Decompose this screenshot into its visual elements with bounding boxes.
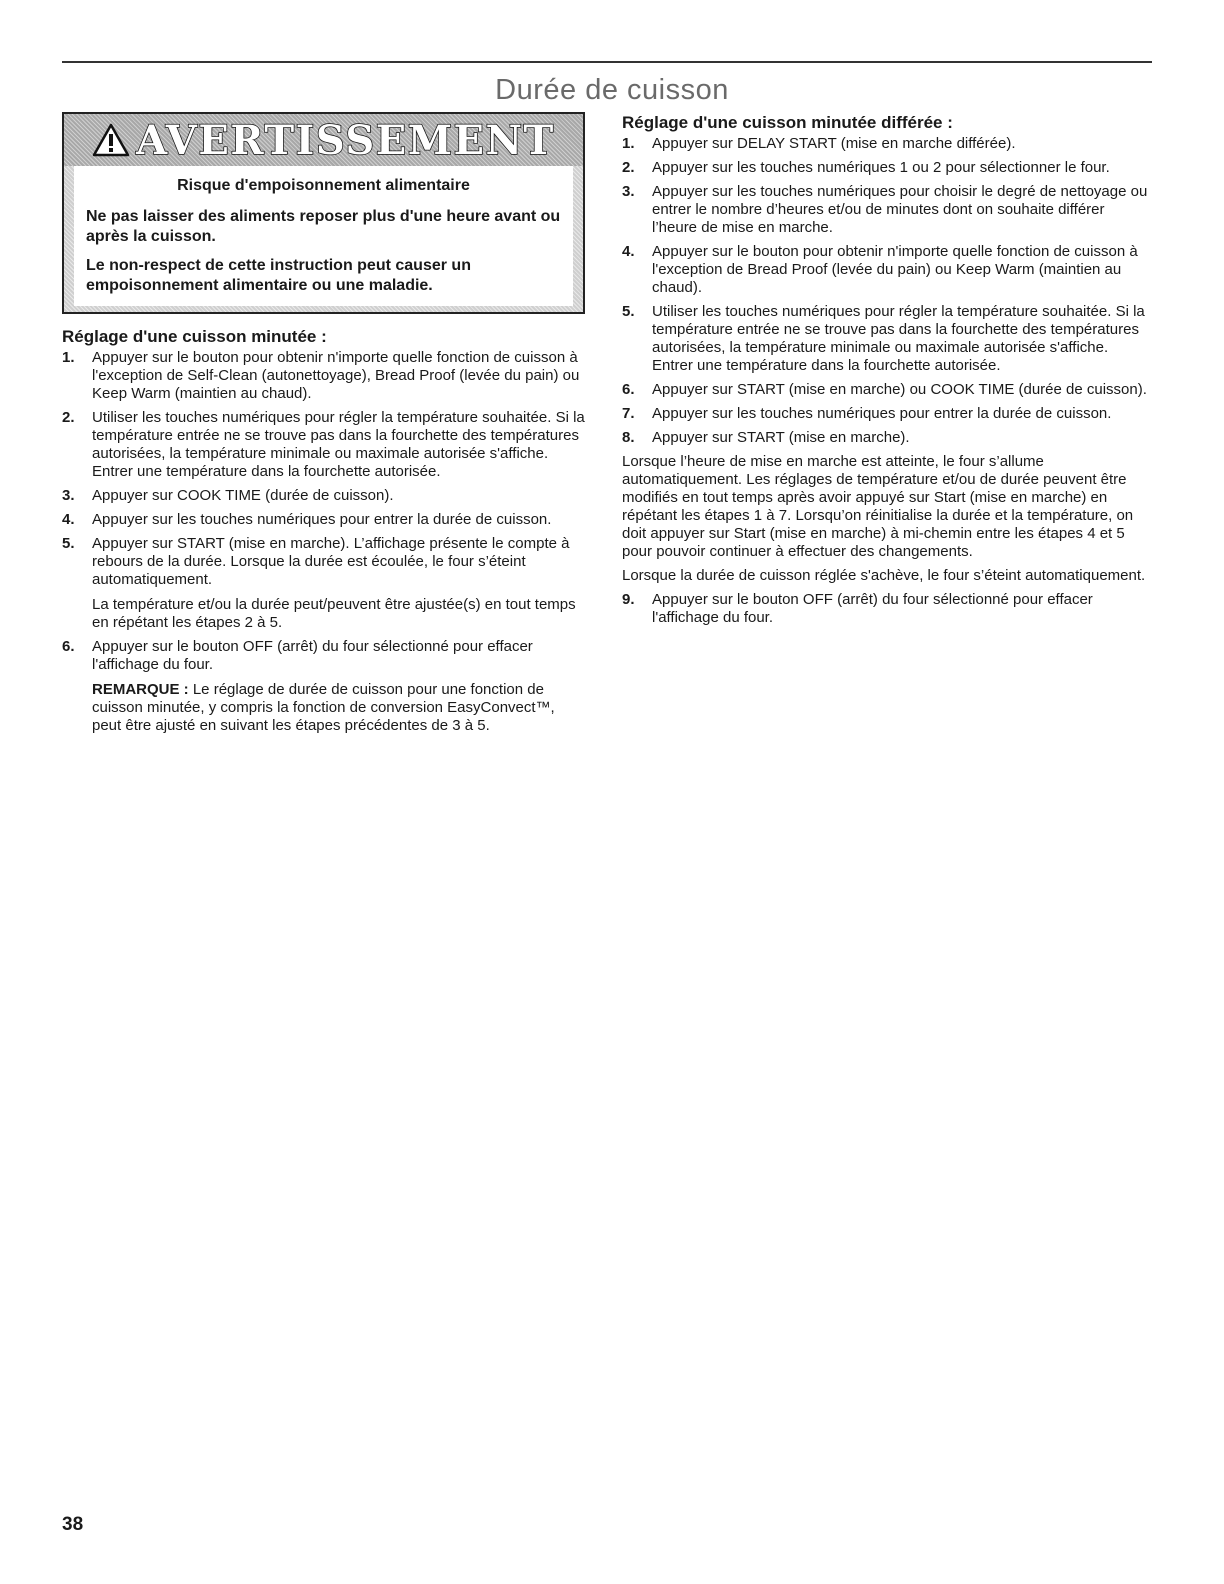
delayed-cook-steps [622,135,1152,447]
step-text: Appuyer sur START (mise en marche). [652,429,910,446]
step-number: 9. [622,591,635,608]
step-number: 1. [62,349,75,366]
list-item [622,159,1152,177]
list-item [622,591,1152,627]
warning-banner [64,114,583,166]
step-text: Appuyer sur le bouton pour obtenir n'importe quelle fonction de cuisson à l'exception de Bread Proof (levée du pain) ou Keep Warm (maintien au chaud). [652,243,1138,296]
step-number: 5. [62,535,75,552]
step-text: Appuyer sur les touches numériques pour entrer la durée de cuisson. [652,405,1112,422]
step-number: 2. [62,409,75,426]
right-column [622,112,1152,633]
step-text: Utiliser les touches numériques pour régler la température souhaitée. Si la température entrée ne se trouve pas dans la fourchette des températures autorisées, la température minimale ou maximale autorisée s'affiche. Entrer une température dans la fourchette autorisée. [652,303,1145,374]
step-number: 4. [62,511,75,528]
warning-risk-heading: Risque d'empoisonnement alimentaire [177,177,470,194]
warning-body [74,166,573,306]
step-text: Appuyer sur les touches numériques pour choisir le degré de nettoyage ou entrer le nombre d’heures et/ou de minutes dont on souhaite différer l’heure de mise en marche. [652,183,1148,236]
step-number: 6. [622,381,635,398]
warning-box [62,112,585,314]
list-item [622,183,1152,237]
warning-paragraph-2: Le non-respect de cette instruction peut causer un empoisonnement alimentaire ou une maladie. [86,257,471,294]
list-item [622,243,1152,297]
list-item [622,135,1152,153]
list-item [622,381,1152,399]
step-number: 5. [622,303,635,320]
list-item [622,429,1152,447]
step-number: 2. [622,159,635,176]
left-column [62,112,587,741]
warning-paragraph-1: Ne pas laisser des aliments reposer plus d'une heure avant ou après la cuisson. [86,208,561,245]
step-number: 3. [62,487,75,504]
step-text: Appuyer sur les touches numériques pour entrer la durée de cuisson. [92,511,552,528]
delayed-paragraph-2: Lorsque la durée de cuisson réglée s'achève, le four s’éteint automatiquement. [622,567,1146,584]
step-number: 3. [622,183,635,200]
step-text: Appuyer sur le bouton OFF (arrêt) du four sélectionné pour effacer l'affichage du four. [652,591,1093,626]
list-item [62,638,587,735]
step-text: Appuyer sur le bouton pour obtenir n'importe quelle fonction de cuisson à l'exception de Self-Clean (autonettoyage), Bread Proof (levée du pain) ou Keep Warm (maintien au chaud). [92,349,580,402]
step-text: Appuyer sur le bouton OFF (arrêt) du four sélectionné pour effacer l'affichage du four. [92,638,533,673]
step-number: 6. [62,638,75,655]
step-text: Appuyer sur START (mise en marche) ou COOK TIME (durée de cuisson). [652,381,1147,398]
step-text: Utiliser les touches numériques pour régler la température souhaitée. Si la température entrée ne se trouve pas dans la fourchette des températures autorisées, la température minimale ou maximale autorisée s'affiche. Entrer une température dans la fourchette autorisée. [92,409,585,480]
warning-title: AVERTISSEMENT [136,116,555,164]
step-number: 8. [622,429,635,446]
timed-cook-heading: Réglage d'une cuisson minutée : [62,327,327,346]
step-text: Appuyer sur les touches numériques 1 ou 2 pour sélectionner le four. [652,159,1110,176]
timed-cook-steps [62,349,587,735]
step-text: Appuyer sur COOK TIME (durée de cuisson). [92,487,394,504]
list-item [622,303,1152,375]
list-item [62,535,587,632]
delayed-cook-heading: Réglage d'une cuisson minutée différée : [622,113,953,132]
list-item [62,349,587,403]
step-number: 7. [622,405,635,422]
list-item [622,405,1152,423]
warning-triangle-icon [92,123,130,157]
note-paragraph [92,681,587,735]
note-label: REMARQUE : [92,681,189,698]
step-number: 1. [622,135,635,152]
list-item [62,409,587,481]
delayed-final-step [622,591,1152,627]
list-item [62,511,587,529]
step-text: Appuyer sur DELAY START (mise en marche différée). [652,135,1016,152]
note-text: Le réglage de durée de cuisson pour une fonction de cuisson minutée, y compris la fonction de conversion EasyConvect™, peut être ajusté en suivant les étapes précédentes de 3 à 5. [92,681,555,734]
page-number: 38 [62,1514,84,1535]
top-rule [62,61,1152,63]
page-title: Durée de cuisson [495,74,729,106]
step-sub-paragraph: La température et/ou la durée peut/peuvent être ajustée(s) en tout temps en répétant les étapes 2 à 5. [92,596,576,631]
delayed-paragraph-1: Lorsque l’heure de mise en marche est atteinte, le four s’allume automatiquement. Les réglages de température et/ou de durée peuvent être modifiés en tout temps après avoir appuyé sur Start (mise en marche) en répétant les étapes 1 à 7. Lorsqu’on réinitialise la durée et la température, on doit appuyer sur Start (mise en marche) à mi-chemin entre les étapes 4 et 5 pour pouvoir continuer à effectuer des changements. [622,453,1134,560]
step-number: 4. [622,243,635,260]
list-item [62,487,587,505]
step-text: Appuyer sur START (mise en marche). L’affichage présente le compte à rebours de la durée. Lorsque la durée est écoulée, le four s’éteint automatiquement. [92,535,570,588]
